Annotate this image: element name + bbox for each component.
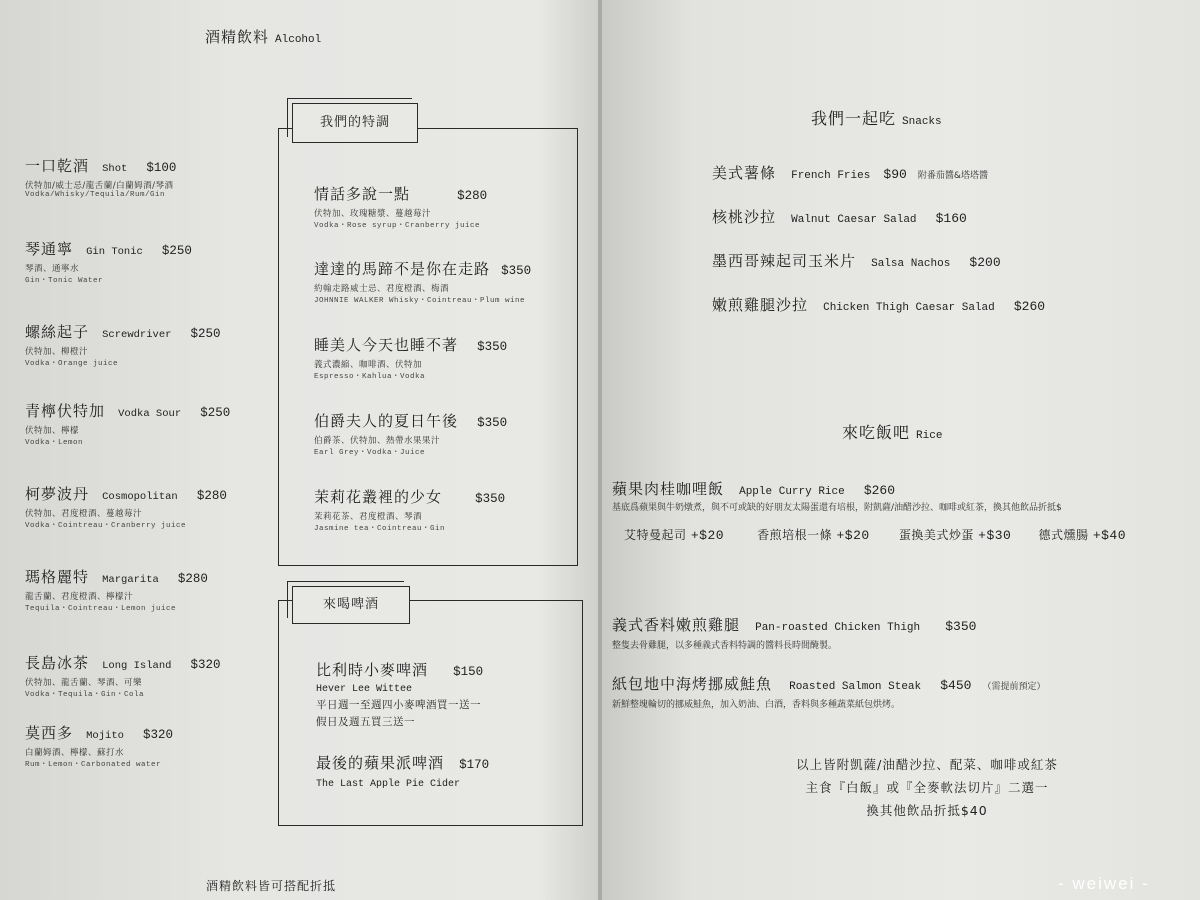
item-ingredients-zh: 義式濃縮、咖啡酒、伏特加	[314, 360, 423, 370]
item-name-zh: 青檸伏特加	[25, 402, 106, 420]
item-ingredients-en: Espresso・Kahlua・Vodka	[314, 373, 426, 381]
item-name-en: Pan-roasted Chicken Thigh	[755, 622, 921, 634]
item-name-zh: 伯爵夫人的夏日午後	[314, 412, 459, 430]
snack-item	[712, 250, 1001, 271]
item-price: $260	[1013, 299, 1046, 314]
item-name-en: Walnut Caesar Salad	[791, 214, 917, 226]
snacks-section-title	[811, 106, 942, 129]
item-note: （需提前預定）	[982, 682, 1046, 692]
item-price: $450	[940, 678, 972, 693]
item-name-zh: 莫西多	[25, 724, 74, 742]
item-ingredients-zh: 伯爵茶、伏特加、熱帶水果果汁	[314, 436, 441, 446]
beer-label: 來喝啤酒	[292, 586, 410, 624]
addon-name: 蛋換美式炒蛋	[898, 528, 974, 542]
item-name-en: Hever Lee Wittee	[316, 684, 413, 695]
item-name-zh: 長島冰茶	[25, 654, 90, 672]
item-ingredients-en: Vodka・Lemon	[25, 439, 84, 447]
item-ingredients-zh: 伏特加、龍舌蘭、琴酒、可樂	[25, 678, 143, 688]
item-ingredients-zh: 伏特加、玫瑰糖漿、蔓越莓汁	[314, 209, 432, 219]
special-item	[314, 334, 507, 381]
item-ingredients-en: Vodka・Cointreau・Cranberry juice	[25, 522, 187, 530]
rice-title-zh: 來吃飯吧	[842, 423, 911, 442]
item-price: $200	[969, 255, 1001, 270]
item-price: $280	[196, 489, 227, 503]
addon-price: +$40	[1092, 528, 1127, 543]
addons-row	[624, 524, 1194, 543]
item-name-zh: 義式香料嫩煎雞腿	[612, 616, 741, 634]
item-price: $150	[453, 665, 484, 679]
item-name-zh: 墨西哥辣起司玉米片	[712, 252, 857, 270]
item-ingredients-zh: 白蘭姆酒、檸檬、蘇打水	[25, 748, 125, 758]
item-ingredients-en: JOHNNIE WALKER Whisky・Cointreau・Plum wine	[314, 297, 526, 305]
item-ingredients-zh: 茉莉花茶、君度橙酒、琴酒	[314, 512, 423, 522]
addon-item	[757, 528, 870, 542]
rice-item	[612, 673, 1046, 694]
addon-price: +$30	[978, 528, 1012, 543]
addon-price: +$20	[690, 528, 725, 543]
special-item	[314, 486, 505, 533]
item-price: $250	[200, 406, 231, 420]
alcohol-item	[25, 566, 208, 613]
alcohol-title-zh: 酒精飲料	[205, 28, 270, 46]
item-name-en: Gin Tonic	[86, 246, 143, 258]
rice-item	[612, 478, 895, 499]
photo-watermark: - weiwei -	[1058, 874, 1150, 893]
item-name-en: Roasted Salmon Steak	[789, 681, 922, 693]
addon-item	[899, 528, 1012, 542]
item-name-en: Cosmopolitan	[102, 491, 178, 503]
item-name-en: Chicken Thigh Caesar Salad	[823, 302, 995, 314]
alcohol-title-en: Alcohol	[275, 34, 322, 46]
item-price: $350	[501, 264, 532, 278]
rice-item-description: 整隻去骨雞腿，以多種義式香料特調的醬料長時間醃製。	[612, 641, 838, 651]
item-ingredients-zh: 伏特加/威士忌/龍舌蘭/白蘭姆酒/琴酒	[25, 181, 174, 191]
item-price: $170	[459, 758, 490, 772]
item-price: $90	[883, 167, 907, 182]
item-name-zh: 最後的蘋果派啤酒	[316, 754, 445, 772]
snacks-title-zh: 我們一起吃	[811, 109, 897, 128]
item-name-en: Margarita	[102, 574, 159, 586]
alcohol-footer-note: 酒精飲料皆可搭配折抵	[206, 879, 337, 893]
specials-label: 我們的特調	[292, 103, 418, 143]
special-item	[314, 410, 507, 457]
alcohol-item	[25, 238, 192, 285]
item-ingredients-en: Tequila・Cointreau・Lemon juice	[25, 605, 177, 613]
special-item	[314, 258, 531, 305]
item-price: $100	[146, 161, 177, 175]
item-price: $320	[143, 728, 174, 742]
item-ingredients-en: Earl Grey・Vodka・Juice	[314, 449, 426, 457]
item-ingredients-zh: 琴酒、通寧水	[25, 264, 80, 274]
item-ingredients-en: Vodka/Whisky/Tequila/Rum/Gin	[25, 191, 166, 199]
snack-item	[712, 206, 967, 227]
item-name-zh: 一口乾酒	[25, 157, 90, 175]
item-name-en: Vodka Sour	[118, 408, 182, 420]
rice-footer-line: 以上皆附凱薩/油醋沙拉、配菜、咖啡或紅茶	[796, 757, 1058, 772]
item-name-zh: 比利時小麥啤酒	[316, 661, 429, 679]
item-name-zh: 嫩煎雞腿沙拉	[712, 296, 809, 314]
item-ingredients-zh: 伏特加、柳橙汁	[25, 347, 89, 357]
item-price: $350	[475, 492, 506, 506]
addon-name: 香煎培根一條	[757, 528, 833, 542]
item-price: $320	[190, 658, 221, 672]
item-price: $260	[863, 483, 896, 498]
item-ingredients-zh: 伏特加、君度橙酒、蔓越莓汁	[25, 509, 143, 519]
item-price: $280	[177, 572, 208, 586]
item-name-en: French Fries	[791, 170, 871, 182]
menu-page-right	[602, 0, 1200, 900]
snack-item	[712, 162, 988, 183]
item-name-zh: 睡美人今天也睡不著	[314, 336, 459, 354]
item-price: $250	[161, 244, 192, 258]
beer-item	[316, 752, 489, 790]
item-ingredients-en: Vodka・Tequila・Gin・Cola	[25, 691, 145, 699]
item-price: $350	[477, 416, 508, 430]
addon-item	[1038, 528, 1126, 542]
item-price: $250	[190, 327, 221, 341]
rice-title-en: Rice	[916, 430, 943, 442]
item-price: $350	[945, 619, 977, 634]
item-name-en: Screwdriver	[102, 329, 172, 341]
item-name-zh: 達達的馬蹄不是你在走路	[314, 260, 491, 278]
addon-name: 艾特曼起司	[624, 528, 687, 542]
item-name-en: Apple Curry Rice	[739, 486, 845, 498]
item-name-en: The Last Apple Pie Cider	[316, 779, 461, 790]
beer-item	[316, 659, 483, 729]
item-name-zh: 茉莉花叢裡的少女	[314, 488, 443, 506]
rice-section-title	[842, 420, 942, 443]
item-name-zh: 紙包地中海烤挪威鮭魚	[612, 675, 773, 693]
item-ingredients-en: Gin・Tonic Water	[25, 277, 104, 285]
beer-promo-note: 平日週一至週四小麥啤酒買一送一	[316, 699, 481, 711]
item-name-zh: 核桃沙拉	[712, 208, 777, 226]
item-name-en: Long Island	[102, 660, 172, 672]
addon-name: 德式燻腸	[1038, 528, 1089, 542]
item-ingredients-en: Jasmine tea・Cointreau・Gin	[314, 525, 446, 533]
item-price: $350	[477, 340, 508, 354]
beer-promo-note: 假日及週五買三送一	[316, 716, 415, 728]
item-ingredients-zh: 約翰走路威士忌、君度橙酒、梅酒	[314, 284, 450, 294]
item-name-en: Mojito	[86, 730, 124, 742]
item-name-zh: 蘋果肉桂咖哩飯	[612, 480, 725, 498]
snack-item	[712, 294, 1045, 315]
rice-item-description: 基底爲蘋果與牛奶燉煮，與不可或缺的好朋友太陽蛋還有培根，附凱薩/油醋沙拉、咖啡或紅茶，換其他飲品折抵$	[612, 503, 1062, 513]
item-ingredients-en: Vodka・Orange juice	[25, 360, 119, 368]
alcohol-item	[25, 321, 221, 368]
snacks-title-en: Snacks	[902, 116, 942, 128]
item-name-zh: 情話多說一點	[314, 185, 411, 203]
special-item	[314, 183, 487, 230]
item-ingredients-zh: 伏特加、檸檬	[25, 426, 80, 436]
addon-price: +$20	[836, 528, 870, 543]
rice-item	[612, 614, 976, 635]
alcohol-item	[25, 722, 173, 769]
item-name-zh: 琴通寧	[25, 240, 74, 258]
item-price: $280	[457, 189, 488, 203]
item-note: 附番茄醬&塔塔醬	[917, 171, 988, 181]
item-ingredients-en: Rum・Lemon・Carbonated water	[25, 761, 162, 769]
alcohol-item	[25, 155, 176, 199]
item-name-zh: 柯夢波丹	[25, 485, 90, 503]
item-name-zh: 瑪格麗特	[25, 568, 90, 586]
item-name-en: Shot	[102, 163, 128, 175]
item-price: $160	[935, 211, 967, 226]
addon-item	[624, 528, 724, 542]
item-name-zh: 螺絲起子	[25, 323, 90, 341]
item-name-en: Salsa Nachos	[871, 258, 951, 270]
item-ingredients-en: Vodka・Rose syrup・Cranberry juice	[314, 222, 481, 230]
rice-footer-line: 換其他飲品折抵$40	[866, 803, 988, 818]
rice-item-description: 新鮮整塊輪切的挪威鮭魚，加入奶油、白酒，香料與多種蔬菜紙包烘烤。	[612, 700, 901, 710]
rice-footer-line: 主食『白飯』或『全麥軟法切片』二選一	[805, 780, 1049, 795]
menu-page-left	[0, 0, 598, 900]
item-name-zh: 美式薯條	[712, 164, 777, 182]
alcohol-item	[25, 483, 227, 530]
alcohol-item	[25, 652, 221, 699]
alcohol-section-title	[205, 26, 321, 47]
item-ingredients-zh: 龍舌蘭、君度橙酒、檸檬汁	[25, 592, 134, 602]
alcohol-item	[25, 400, 230, 447]
